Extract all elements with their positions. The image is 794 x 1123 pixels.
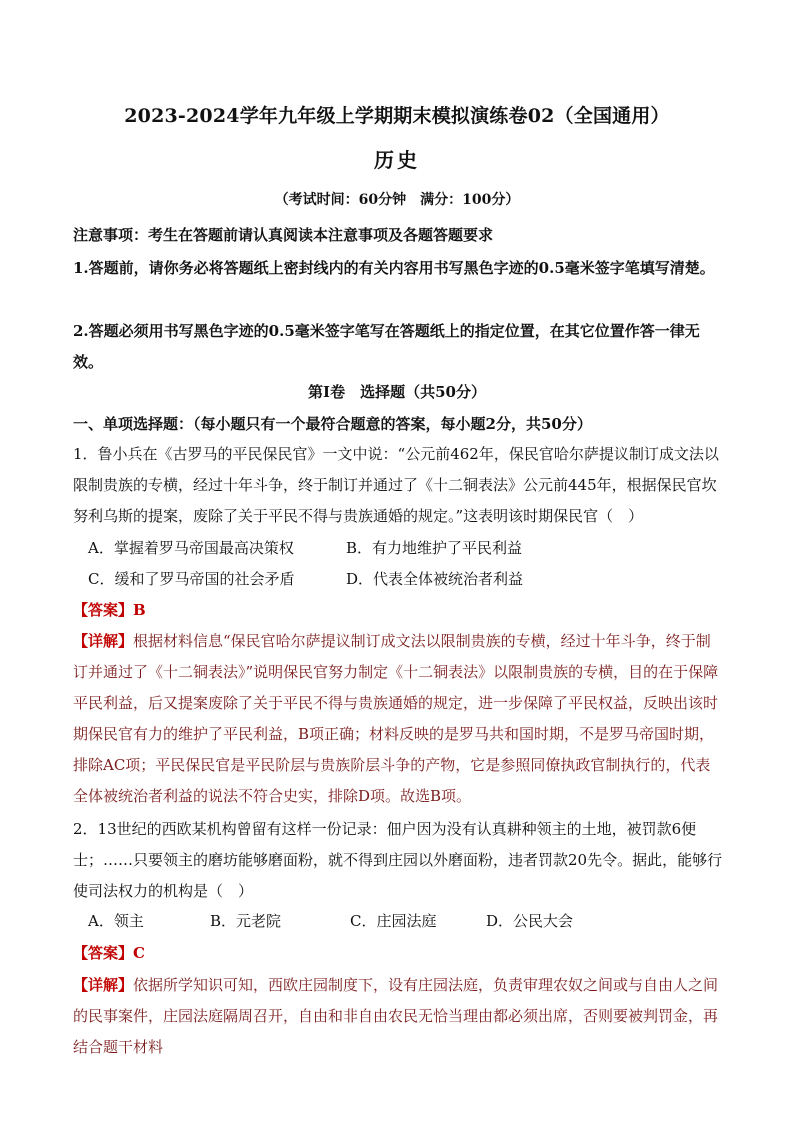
notice-item-1: 1.答题前，请你务必将答题纸上密封线内的有关内容用书写黑色字迹的0.5毫米签字笔填写清楚。 (73, 259, 715, 277)
notice-item-2: 2.答题必须用书写黑色字迹的0.5毫米签字笔写在答题纸上的指定位置，在其它位置作答一律无效。 (73, 322, 700, 371)
exam-title: 2023-2024学年九年级上学期期末模拟演练卷02（全国通用） (124, 105, 670, 127)
section-title: 第Ⅰ卷 选择题（共50分） (308, 383, 486, 401)
notice-heading: 注意事项：考生在答题前请认真阅读本注意事项及各题答题要求 (73, 226, 494, 244)
answer-value: C (133, 944, 145, 962)
answer-tag: 【答案】 (73, 601, 134, 619)
subject-title: 历史 (374, 148, 420, 172)
option-d: D．公民大会 (486, 912, 574, 930)
option-b: B．有力地维护了平民利益 (346, 539, 523, 557)
answer-value: B (133, 601, 146, 619)
question-1-detail (73, 626, 724, 812)
answer-tag: 【答案】 (73, 944, 134, 962)
question-2-stem: 2．13世纪的西欧某机构曾留有这样一份记录：佃户因为没有认真耕种领主的土地，被罚款6便士；……只要领主的磨坊能够磨面粉，就不得到庄园以外磨面粉，违者罚款20先令。据此，能够行使司法权力的机构是（ ） (73, 820, 723, 900)
option-c: C．庄园法庭 (350, 912, 437, 930)
detail-text: 依据所学知识可知，西欧庄园制度下，设有庄园法庭，负责审理农奴之间或与自由人之间的民事案件，庄园法庭隔周召开，自由和非自由农民无恰当理由都必须出席，否则要被判罚金，再结合题干材料 (73, 976, 719, 1056)
exam-info: （考试时间：60分钟 满分：100分） (274, 192, 520, 208)
question-2-detail (73, 970, 724, 1063)
part-heading: 一、单项选择题：（每小题只有一个最符合题意的答案，每小题2分，共50分） (73, 415, 592, 433)
option-d: D．代表全体被统治者利益 (346, 570, 524, 588)
option-c: C．缓和了罗马帝国的社会矛盾 (88, 570, 295, 588)
detail-tag: 【详解】 (73, 976, 134, 994)
detail-tag: 【详解】 (73, 632, 134, 650)
option-a: A．掌握着罗马帝国最高决策权 (88, 539, 294, 557)
question-1-stem: 1．鲁小兵在《古罗马的平民保民官》一文中说：“公元前462年，保民官哈尔萨提议制订成文法以限制贵族的专横，经过十年斗争，终于制订并通过了《十二铜表法》公元前445年，根据保民官坎努利乌斯的提案，废除了关于平民不得与贵族通婚的规定。”这表明该时期保民官（ ） (73, 445, 719, 525)
detail-text: 根据材料信息“保民官哈尔萨提议制订成文法以限制贵族的专横，经过十年斗争，终于制订并通过了《十二铜表法》”说明保民官努力制定《十二铜表法》以限制贵族的专横，目的在于保障平民利益，后又提案废除了关于平民不得与贵族通婚的规定，进一步保障了平民权益，反映出该时期保民官有力的维护了平民利益，B项正确；材料反映的是罗马共和国时期，不是罗马帝国时期，排除AC项；平民保民官是平民阶层与贵族阶层斗争的产物，它是参照同僚执政官制执行的，代表全体被统治者利益的说法不符合史实，排除D项。故选B项。 (73, 632, 719, 805)
question-2-answer (73, 939, 145, 967)
question-1-answer (73, 596, 146, 624)
option-a: A．领主 (88, 912, 144, 930)
option-b: B．元老院 (210, 912, 282, 930)
